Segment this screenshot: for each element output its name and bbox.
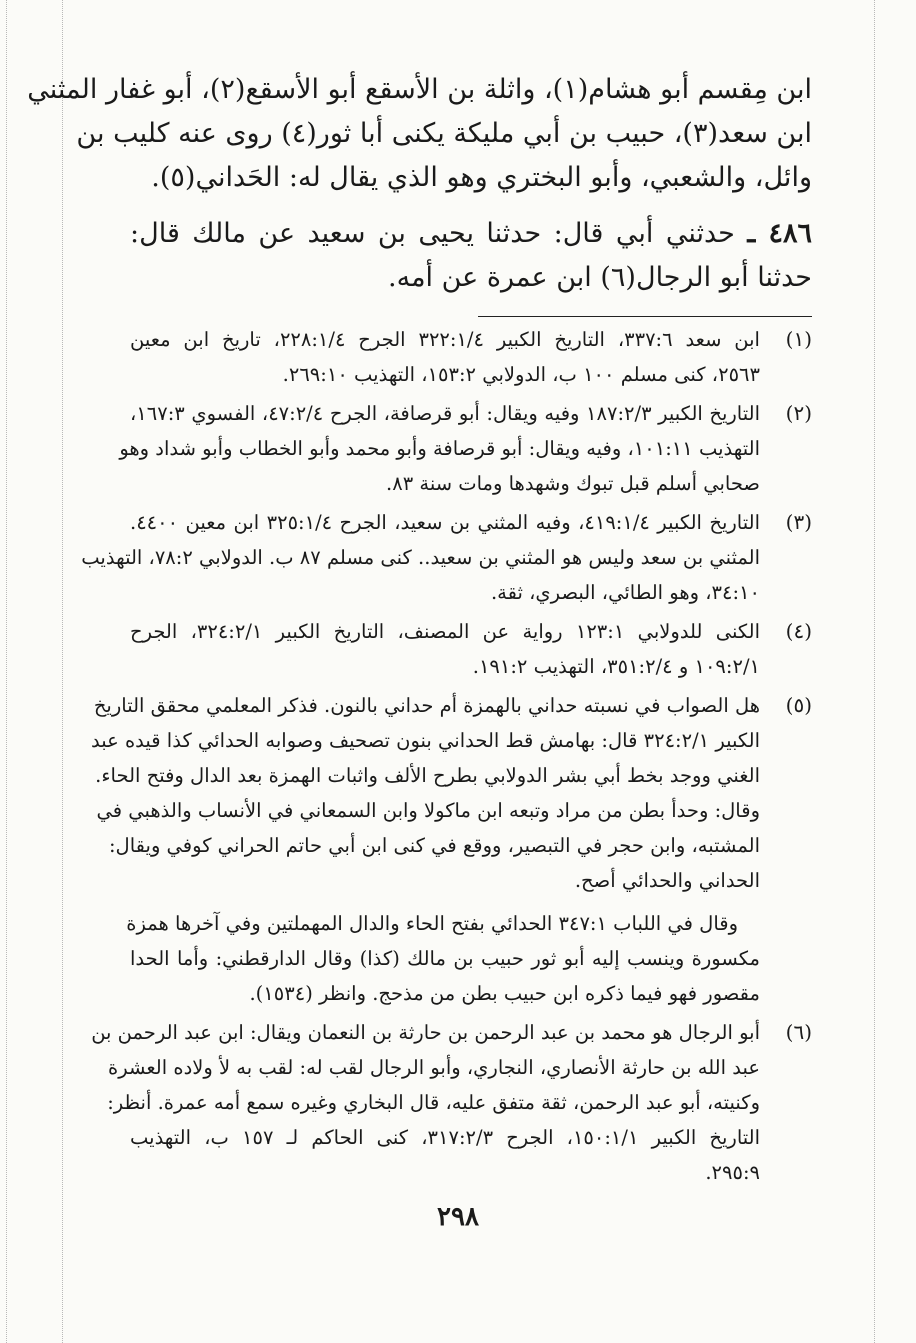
footnote-separator: [478, 316, 812, 317]
footnote-number: (٣): [785, 510, 812, 534]
footnote: [119, 396, 812, 501]
footnote-line: التاريخ الكبير ١٥٠:١/١، الجرح ٣١٧:٢/٣، كنى الحاكم لـ ١٥٧ ب، التهذيب: [130, 1126, 761, 1149]
footnote-line: الكنى للدولابي ١٢٣:١ رواية عن المصنف، التاريخ الكبير ٣٢٤:٢/١، الجرح: [130, 620, 761, 643]
footnote-body: [90, 688, 760, 1011]
footnote-line: ٣٤:١٠، وهو الطائي، البصري، ثقة.: [490, 581, 760, 604]
footnote-paragraph: [130, 322, 760, 392]
main-text-line: [130, 212, 812, 256]
footnote-line: ابن سعد ٣٣٧:٦، التاريخ الكبير ٣٢٢:١/٤ الجرح ٢٢٨:١/٤، تاريخ ابن معين: [130, 328, 760, 351]
footnote-line: وقال في اللباب ٣٤٧:١ الحدائي بفتح الحاء والدال المهملتين وفي آخرها همزة: [126, 912, 738, 935]
footnote-number: (١): [785, 327, 812, 351]
scan-margin-line: [6, 0, 7, 1343]
footnote-line: الغني ووجد بخط أبي بشر الدولابي بطرح الألف واثبات الهمزة بعد الدال وفتح الحاء.: [95, 764, 760, 787]
footnote-line: عبد الله بن حارثة الأنصاري، النجاري، وأبو الرجال لقب له: لقب به لأ ولاده العشرة: [108, 1056, 760, 1079]
footnote-line: هل الصواب في نسبته حداني بالهمزة أم حداني بالنون. فذكر المعلمي محقق التاريخ: [93, 694, 760, 717]
footnote-line: الكبير ٣٢٤:٢/١ قال: بهامش قط الحداني بنون تصحيف وصوابه الحدائي كذا قيده عبد: [90, 729, 760, 752]
footnote-number: (٤): [785, 619, 812, 643]
footnote-line: التهذيب ١٠١:١١، وفيه ويقال: أبو قرصافة وأبو محمد وأبو الخطاب وأبو شداد وهو: [119, 437, 760, 460]
footnote-line: ٢٥٦٣، كنى مسلم ١٠٠ ب، الدولابي ١٥٣:٢، التهذيب ٢٦٩:١٠.: [282, 363, 760, 386]
footnote: [91, 1015, 812, 1190]
footnote-line: المشتبه، وابن حجر في التبصير، ووقع في كنى ابن أبي حاتم الحراني كوفي ويقال:: [108, 834, 760, 857]
main-text-line: وائل، والشعبي، وأبو البختري وهو الذي يقال له: الحَداني(٥).: [151, 162, 812, 193]
footnote: [90, 688, 812, 1011]
footnote-line: الحداني والحدائي أصح.: [574, 869, 760, 892]
footnote-line: ١٠٩:٢/١ و ٣٥١:٢/٤، التهذيب ١٩١:٢.: [472, 655, 760, 678]
main-text-line: حدثنا أبو الرجال(٦) ابن عمرة عن أمه.: [388, 262, 812, 293]
hadith-number: ٤٨٦ ـ: [747, 218, 812, 249]
footnote-number: (٥): [785, 693, 812, 717]
footnote-line: التاريخ الكبير ١٨٧:٢/٣ وفيه ويقال: أبو قرصافة، الجرح ٤٧:٢/٤، الفسوي ١٦٧:٣،: [130, 402, 760, 425]
footnote-paragraph: [81, 505, 760, 610]
footnote-body: [130, 614, 760, 684]
footnote-paragraph: [119, 396, 760, 501]
footnote-line: ٢٩٥:٩.: [705, 1161, 760, 1184]
footnote-line: وقال: وحدأ بطن من مراد وتبعه ابن ماكولا وابن السمعاني في الأنساب والذهبي في: [96, 799, 760, 822]
footnote-body: [119, 396, 760, 501]
footnote: [81, 505, 812, 610]
footnote-body: [91, 1015, 761, 1190]
footnote-line: وكنيته، أبو عبد الرحمن، ثقة متفق عليه، قال البخاري وغيره سمع أمه عمرة. أنظر:: [107, 1091, 760, 1114]
footnote-paragraph: [91, 1015, 761, 1190]
footnote-line: مقصور فهو فيما ذكره ابن حبيب بطن من مذحج. وانظر (١٥٣٤).: [249, 982, 760, 1005]
footnote-paragraph: [130, 614, 760, 684]
footnote-line: التاريخ الكبير ٤١٩:١/٤، وفيه المثني بن سعيد، الجرح ٣٢٥:١/٤ ابن معين ٤٤٠٠.: [130, 511, 760, 534]
main-text: [27, 68, 812, 300]
footnote-number: (٢): [785, 401, 812, 425]
main-text-line: ابن مِقسم أبو هشام(١)، واثلة بن الأسقع أبو الأسقع(٢)، أبو غفار المثني: [27, 74, 812, 105]
footnotes: [81, 318, 812, 1190]
footnote-paragraph: [126, 906, 760, 1011]
footnote: [130, 322, 812, 392]
footnote-paragraph: [90, 688, 760, 898]
footnote-number: (٦): [785, 1020, 812, 1044]
footnote-line: مكسورة وينسب إليه أبو ثور حبيب بن مالك (كذا) وقال الدارقطني: وأما الحدا: [130, 947, 760, 970]
footnote: [130, 614, 812, 684]
footnote-line: أبو الرجال هو محمد بن عبد الرحمن بن حارثة بن النعمان ويقال: ابن عبد الرحمن بن: [91, 1021, 760, 1044]
footnote-body: [81, 505, 760, 610]
footnote-line: صحابي أسلم قبل تبوك وشهدها ومات سنة ٨٣.: [386, 472, 760, 495]
footnote-body: [130, 322, 760, 392]
scan-margin-line: [874, 0, 875, 1343]
main-text-line: ابن سعد(٣)، حبيب بن أبي مليكة يكنى أبا ثور(٤) روى عنه كليب بن: [76, 118, 812, 149]
footnote-line: المثني بن سعد وليس هو المثني بن سعيد.. كنى مسلم ٨٧ ب. الدولابي ٧٨:٢، التهذيب: [81, 546, 760, 569]
hadith-text: حدثني أبي قال: حدثنا يحيى بن سعيد عن مالك قال:: [130, 218, 735, 249]
scan-margin-line: [62, 0, 63, 1343]
page-number: ٢٩٨: [437, 1202, 479, 1232]
